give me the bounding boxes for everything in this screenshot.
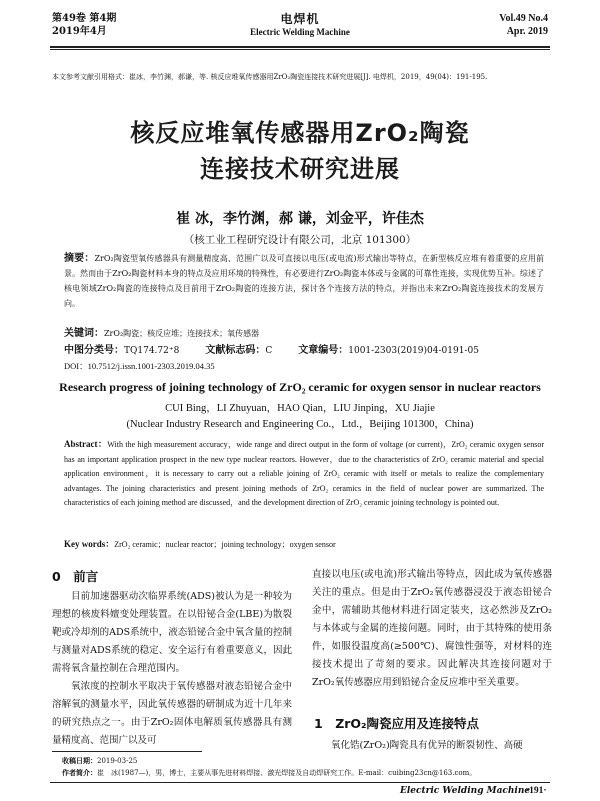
received-label: 收稿日期： [62,757,97,765]
doc-code-label: 文献标志码： [205,345,266,356]
keywords-en-label: Key words： [64,539,115,549]
doc-code-value: C [265,346,273,356]
abstract-en [64,437,544,511]
title-en: Research progress of joining technology of ZrO₂ ceramic for oxygen sensor in nuclear reactors [59,380,541,394]
title-cn-line2: 连接技术研究进展 [200,155,400,183]
section-1-body [312,737,552,755]
authors-en: CUI Bing，LI Zhuyuan，HAO Qian，LIU Jinping，XU Jiajie [165,403,435,414]
article-number-value: 1001-2303(2019)04-0191-05 [348,346,479,356]
keywords-en-text: ZrO₂ ceramic；nuclear reactor；joining technology；oxygen sensor [114,540,336,549]
affiliation-en: (Nuclear Industry Research and Engineering Co.，Ltd.，Beijing 101300，China) [126,419,474,430]
authors-cn: 崔 冰，李竹渊，郝 谦，刘金平，许佳杰 [176,211,424,227]
title-cn-line1: 核反应堆氧传感器用ZrO₂陶瓷 [130,119,470,147]
section-1-heading: 1 ZrO₂陶瓷应用及连接特点 [314,716,480,731]
header-date-cn: 2019年4月 [52,26,107,37]
received-date: 2019-03-25 [97,757,138,765]
article-number-label: 文章编号： [298,345,349,356]
header-date-en: Apr. 2019 [506,26,548,37]
left-column [52,588,292,750]
abstract-en-label: Abstract： [64,439,108,449]
header-rule [50,46,550,48]
header-volume-cn: 第49卷 第4期 [52,13,117,24]
journal-name-en: Electric Welding Machine [250,27,350,37]
classification-row [64,341,544,356]
footnote-rule [52,751,202,752]
intro-paragraph-1: 目前加速器驱动次临界系统(ADS)被认为是一种较为理想的核废料嬗变处理装置。在以铅铋合金(LBE)为散裂靶或冷却剂的ADS系统中，液态铅铋合金中氧含量的控制与测量对ADS系统的稳定、安全运行有着重要意义，因此需将氧含量控制在合理范围内。 [52,591,292,674]
citation-format: 本文参考文献引用格式：崔冰，李竹渊，郝谦，等. 核反应堆氧传感器用ZrO₂陶瓷连接技术研究进展[J]. 电焊机，2019，49(04)：191-195. [52,73,488,81]
right-column [312,566,552,692]
header-rule-thin [50,49,550,50]
abstract-cn-label: 摘要： [64,253,95,264]
author-bio: 崔 冰(1987—)，男，博士，主要从事先进材料焊接、激光焊接及自动焊研究工作。E-mail：cuibing23cn@163.com。 [97,769,477,777]
abstract-en-text: With the high measurement accuracy，wide range and direct output in the form of voltage (or current)，ZrO₂ ceramic oxygen sensor has an important application prospect in the new type nuclear reactors. However，due to the characteristics of ZrO₂ ceramic material and special application environment，it is necessary to carry out a reliable joining of ZrO₂ ceramic with itself or metals to realize the complementary advantages. The joining characteristics and present joining methods of ZrO₂ ceramics in the field of nuclear power are summarized. The characteristics of each joining method are discussed，and the development direction of ZrO₂ ceramic joining technology is pointed out. [64,440,544,507]
keywords-cn-label: 关键词： [64,328,104,339]
footnote-received [62,756,137,766]
abstract-cn-text: ZrO₂陶瓷型氧传感器具有测量精度高、范围广以及可直接以电压(或电流)形式输出等特点，在新型核反应堆有着重要的应用前景。然而由于ZrO₂陶瓷材料本身的特点及应用环境的特殊性，有必要进行ZrO₂陶瓷本体或与金属的可靠性连接，实现优势互补。综述了核电领域ZrO₂陶瓷的连接特点及目前用于ZrO₂陶瓷的连接方法，探讨各个连接方法的特点，并指出未来ZrO₂陶瓷连接技术的发展方向。 [64,254,544,308]
keywords-cn [64,324,259,339]
section-0-heading: 0 前言 [52,569,99,584]
doi: DOI：10.7512/j.issn.1001-2303.2019.04.35 [64,361,215,371]
footnote-author [62,768,476,778]
page-number: ·191· [526,786,547,796]
header-center [200,10,400,37]
author-bio-label: 作者简介： [62,769,97,777]
abstract-cn [64,251,544,311]
keywords-en [64,537,336,550]
clc-value: TQ174.72⁺8 [124,346,180,356]
header-right [499,12,548,38]
keywords-cn-text: ZrO₂陶瓷；核反应堆；连接技术；氧传感器 [104,329,260,338]
intro-continuation: 直接以电压(或电流)形式输出等特点，因此成为氧传感器关注的重点。但是由于ZrO₂氧传感器浸没于液态铅铋合金中，需辅助其他材料进行固定装夹，这必然涉及ZrO₂与本体或与金属的连接问题。同时，由于其特殊的使用条件，如服役温度高(≥500℃)、腐蚀性强等，对材料的连接技术提出了苛刻的要求。因此解决其连接问题对于ZrO₂氧传感器应用到铅铋合金反应堆中至关重要。 [312,569,552,688]
header-left [52,12,116,38]
intro-paragraph-2: 氧浓度的控制水平取决于氧传感器对液态铅铋合金中溶解氧的测量水平，因此氧传感器的研制成为近十几年来的研究热点之一。由于ZrO₂固体电解质氧传感器具有测量精度高、范围广以及可 [52,681,292,746]
footer-journal-name: Electric Welding Machine [400,786,531,796]
clc-label: 中图分类号： [64,345,124,356]
header-volume-en: Vol.49 No.4 [499,13,548,24]
affiliation-cn: （核工业工程研究设计有限公司，北京 101300） [183,234,417,246]
footer-rule [50,782,550,783]
journal-logo: 电焊机 [280,12,320,26]
section-1-paragraph-1: 氧化锆(ZrO₂)陶瓷具有优异的断裂韧性、高硬 [331,740,523,751]
